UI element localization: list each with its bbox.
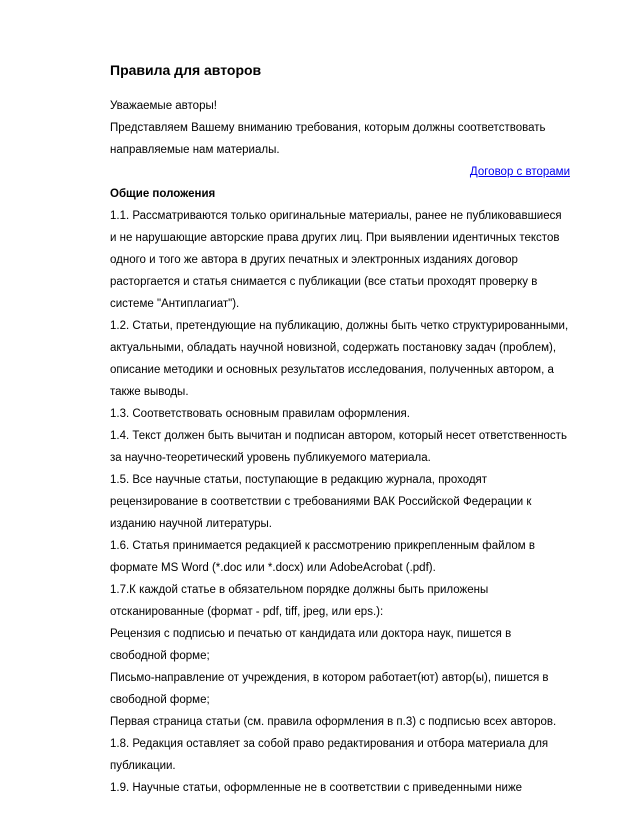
section-title: Общие положения [110,188,216,200]
page-title: Правила для авторов [110,62,262,78]
rule-subitem-letter: Письмо-направление от учреждения, в котором работает(ют) автор(ы), пишется в свободной форме; [110,672,549,706]
greeting-text: Уважаемые авторы! [110,100,217,112]
contract-link-row [110,161,570,183]
rule-subitem-review: Рецензия с подписью и печатью от кандидата или доктора наук, пишется в свободной форме; [110,628,512,662]
rule-item-1-6: 1.6. Статья принимается редакцией к рассмотрению прикрепленным файлом в формате MS Word (*.doc или *.docx) или AdobeAcrobat (.pdf). [110,540,536,574]
rule-item-1-8: 1.8. Редакция оставляет за собой право редактирования и отбора материала для публикации. [110,738,549,772]
intro-text: Представляем Вашему вниманию требования, которым должны соответствовать направляемые нам материалы. [110,122,546,156]
rule-item-1-5: 1.5. Все научные статьи, поступающие в редакцию журнала, проходят рецензирование в соответствии с требованиями ВАК Российской Федерации к изданию научной литературы. [110,474,532,530]
rule-item-1-7: 1.7.К каждой статье в обязательном порядке должны быть приложены отсканированные (формат - pdf, tiff, jpeg, или eps.): [110,584,489,618]
contract-link[interactable]: Договор с вторами [469,166,570,178]
rule-subitem-first-page: Первая страница статьи (см. правила оформления в п.3) с подписью всех авторов. [110,716,557,728]
rule-item-1-1: 1.1. Рассматриваются только оригинальные материалы, ранее не публиковавшиеся и не нарушающие авторские права других лиц. При выявлении идентичных текстов одного и того же автора в других печатных и электронных изданиях договор расторгается и статья снимается с публикации (все статьи проходят проверку в системе "Антиплагиат"). [110,210,562,310]
rule-item-1-3: 1.3. Соответствовать основным правилам оформления. [110,408,410,420]
rule-item-1-4: 1.4. Текст должен быть вычитан и подписан автором, который несет ответственность за научно-теоретический уровень публикуемого материала. [110,430,567,464]
document-page [110,60,570,799]
rule-item-1-2: 1.2. Статьи, претендующие на публикацию, должны быть четко структурированными, актуальными, обладать научной новизной, содержать постановку задач (проблем), описание методики и основных результатов исследования, полученных автором, а также выводы. [110,320,569,398]
rule-item-1-9: 1.9. Научные статьи, оформленные не в соответствии с приведенными ниже [110,782,523,794]
